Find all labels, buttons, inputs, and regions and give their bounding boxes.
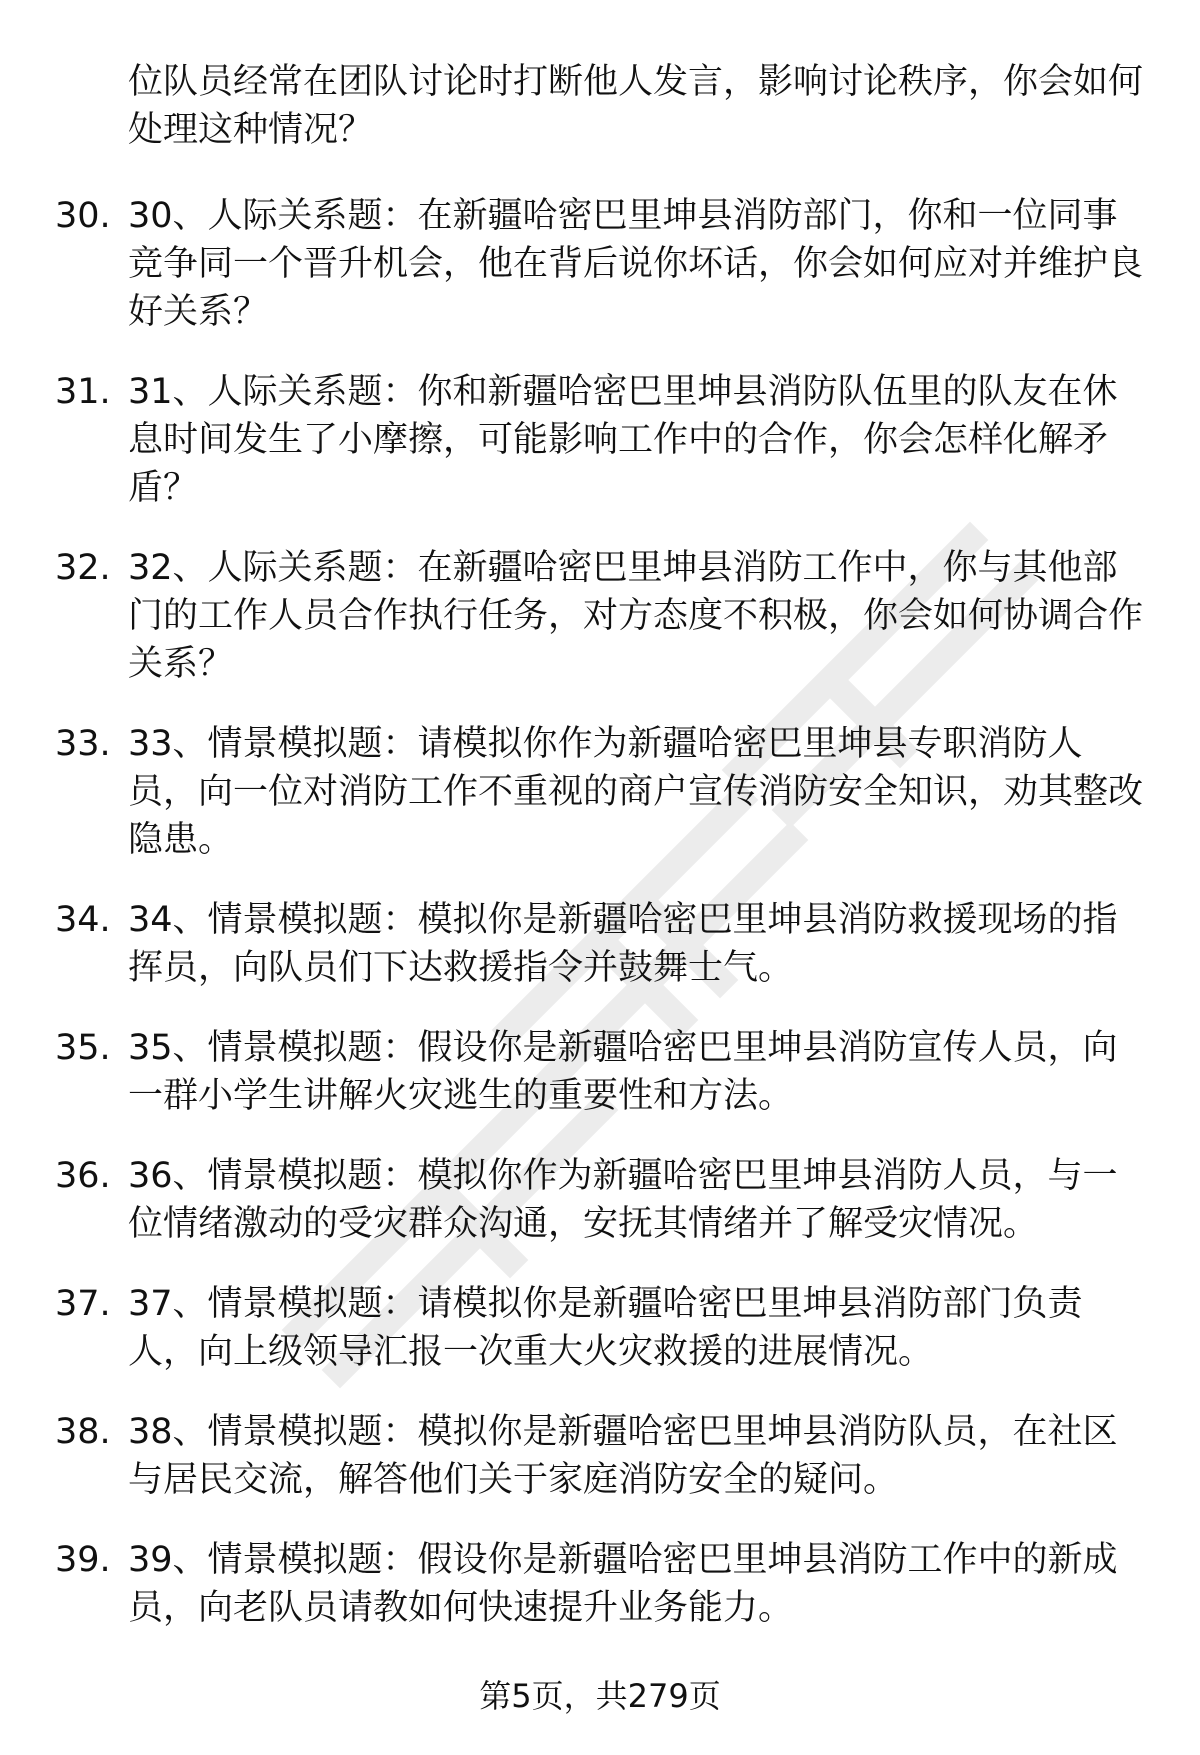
question-text: 35、情景模拟题：假设你是新疆哈密巴里坤县消防宣传人员，向一群小学生讲解火灾逃生的重要性和方法。: [128, 1028, 1118, 1116]
question-number: 30.: [55, 196, 111, 236]
question-text: 33、情景模拟题：请模拟你作为新疆哈密巴里坤县专职消防人员，向一位对消防工作不重视的商户宣传消防安全知识，劝其整改隐患。: [128, 724, 1144, 860]
question-text: 30、人际关系题：在新疆哈密巴里坤县消防部门，你和一位同事竞争同一个晋升机会，他在背后说你坏话，你会如何应对并维护良好关系？: [128, 196, 1144, 332]
question-text: 34、情景模拟题：模拟你是新疆哈密巴里坤县消防救援现场的指挥员，向队员们下达救援指令并鼓舞士气。: [128, 900, 1118, 988]
question-number: 32.: [55, 548, 111, 588]
question-text: 37、情景模拟题：请模拟你是新疆哈密巴里坤县消防部门负责人，向上级领导汇报一次重大火灾救援的进展情况。: [128, 1284, 1083, 1372]
question-number: 34.: [55, 900, 111, 940]
question-number: 38.: [55, 1412, 111, 1452]
question-number: 35.: [55, 1028, 111, 1068]
question-number: 33.: [55, 724, 111, 764]
continued-question-text: 位队员经常在团队讨论时打断他人发言，影响讨论秩序，你会如何处理这种情况？: [128, 62, 1144, 150]
question-number: 36.: [55, 1156, 111, 1196]
question-number: 39.: [55, 1540, 111, 1580]
question-text: 38、情景模拟题：模拟你是新疆哈密巴里坤县消防队员，在社区与居民交流，解答他们关于家庭消防安全的疑问。: [128, 1412, 1118, 1500]
question-text: 32、人际关系题：在新疆哈密巴里坤县消防工作中，你与其他部门的工作人员合作执行任务，对方态度不积极，你会如何协调合作关系？: [128, 548, 1144, 684]
question-number: 31.: [55, 372, 111, 412]
question-text: 39、情景模拟题：假设你是新疆哈密巴里坤县消防工作中的新成员，向老队员请教如何快速提升业务能力。: [128, 1540, 1118, 1628]
question-text: 36、情景模拟题：模拟你作为新疆哈密巴里坤县消防人员，与一位情绪激动的受灾群众沟通，安抚其情绪并了解受灾情况。: [128, 1156, 1118, 1244]
question-text: 31、人际关系题：你和新疆哈密巴里坤县消防队伍里的队友在休息时间发生了小摩擦，可能影响工作中的合作，你会怎样化解矛盾？: [128, 372, 1118, 508]
page-number-footer: 第5页，共279页: [479, 1677, 721, 1715]
question-number: 37.: [55, 1284, 111, 1324]
